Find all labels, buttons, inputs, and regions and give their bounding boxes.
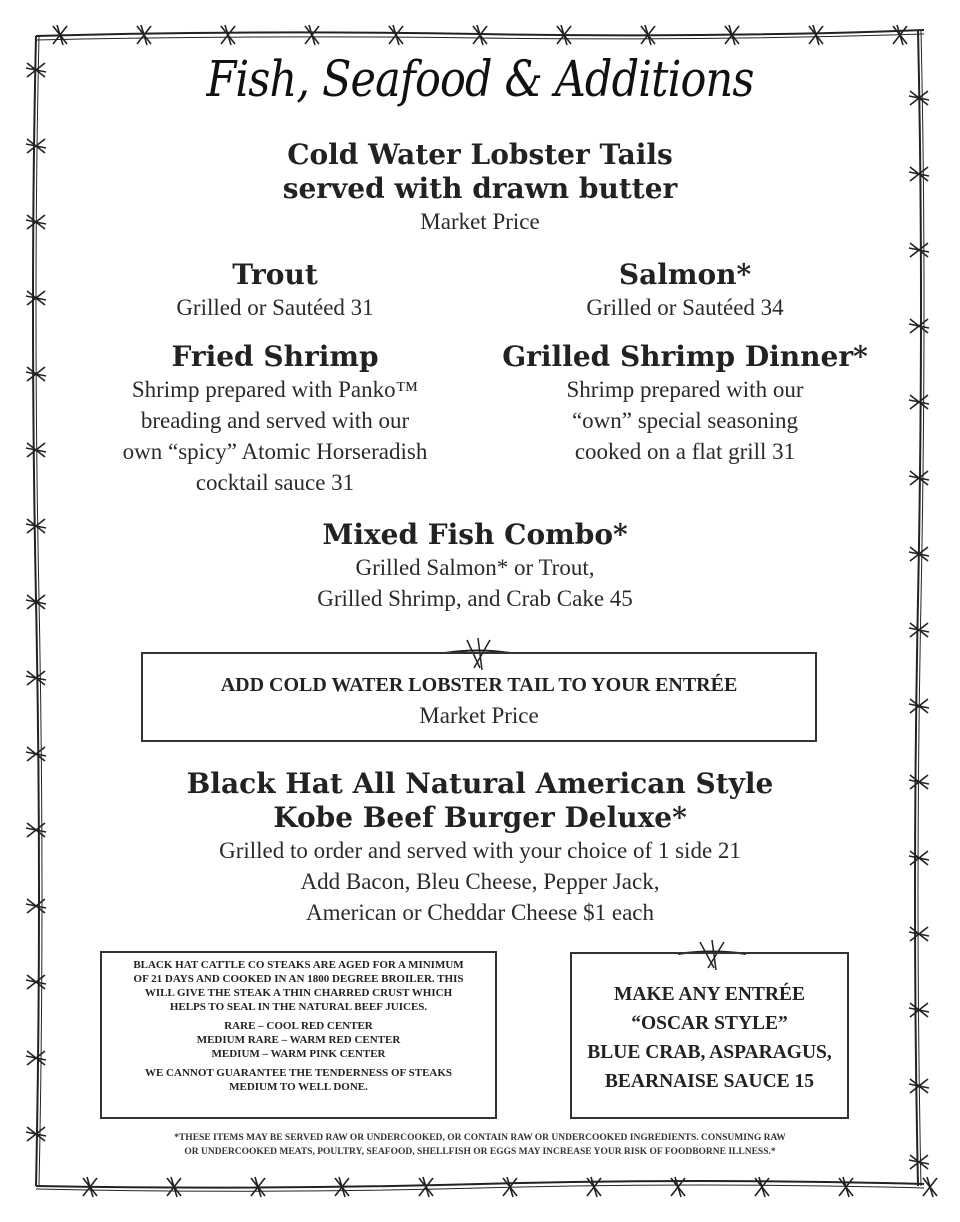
oscar-line-4: BEARNAISE SAUCE 15 — [604, 1071, 815, 1092]
combo-item — [0, 518, 950, 614]
grilled-shrimp-desc-3: cooked on a flat grill 31 — [574, 439, 796, 464]
footnote-line-2: OR UNDERCOOKED MEATS, POULTRY, SEAFOOD, SHELLFISH OR EGGS MAY INCREASE YOUR RISK OF FOODBORNE ILLNESS.* — [184, 1147, 776, 1157]
burger-addons-2: American or Cheddar Cheese $1 each — [305, 900, 655, 925]
oscar-line-2: “OSCAR STYLE” — [631, 1013, 788, 1034]
salmon-name: Salmon* — [618, 258, 752, 291]
wire-barb — [137, 25, 151, 45]
wire-barb — [909, 1003, 929, 1017]
trout-item — [90, 258, 460, 323]
grilled-shrimp-name: Grilled Shrimp Dinner* — [502, 340, 868, 373]
wire-barb — [923, 1177, 937, 1197]
wire-barb — [909, 395, 929, 409]
lobster-section — [0, 138, 960, 237]
salmon-desc: Grilled or Sautéed 34 — [586, 295, 784, 320]
fried-shrimp-desc-2: breading and served with our — [140, 408, 410, 433]
steak-warning-2: MEDIUM TO WELL DONE. — [229, 1081, 368, 1093]
oscar-line-1: MAKE ANY ENTRÉE — [613, 984, 806, 1005]
wire-barb — [809, 25, 823, 45]
page-title: Fish, Seafood & Additions — [206, 50, 754, 108]
lobster-title-line2: served with drawn butter — [282, 172, 678, 205]
steak-doneness-medium: MEDIUM – WARM PINK CENTER — [211, 1048, 386, 1060]
wire-barb — [671, 1177, 685, 1197]
steak-note-intro-4: HELPS TO SEAL IN THE NATURAL BEEF JUICES. — [169, 1001, 428, 1013]
burger-addons-1: Add Bacon, Bleu Cheese, Pepper Jack, — [300, 869, 660, 894]
wire-barb — [839, 1177, 853, 1197]
wire-barb — [221, 25, 235, 45]
combo-name: Mixed Fish Combo* — [322, 518, 628, 551]
fried-shrimp-desc-3: own “spicy” Atomic Horseradish — [122, 439, 428, 464]
burger-title-line2: Kobe Beef Burger Deluxe* — [273, 801, 687, 834]
wire-barb — [909, 623, 929, 637]
salmon-item — [500, 258, 870, 323]
burger-item — [0, 767, 960, 866]
fried-shrimp-desc-4: cocktail sauce 31 — [195, 470, 355, 495]
wire-barb — [587, 1177, 601, 1197]
add-lobster-title: ADD COLD WATER LOBSTER TAIL TO YOUR ENTRÉE — [220, 674, 738, 696]
fried-shrimp-desc-1: Shrimp prepared with Panko™ — [131, 377, 419, 402]
wire-barb — [305, 25, 319, 45]
add-lobster-content — [141, 670, 817, 731]
add-lobster-price: Market Price — [419, 703, 539, 728]
wire-barb — [26, 1051, 46, 1065]
steak-doneness-medium-rare: MEDIUM RARE – WARM RED CENTER — [196, 1034, 401, 1046]
wire-barb — [419, 1177, 433, 1197]
grilled-shrimp-desc-2: “own” special seasoning — [571, 408, 799, 433]
combo-desc-2: Grilled Shrimp, and Crab Cake 45 — [317, 586, 633, 611]
wire-barb — [389, 25, 403, 45]
fried-shrimp-item — [60, 340, 490, 498]
lobster-title-line1: Cold Water Lobster Tails — [287, 138, 673, 171]
combo-desc-1: Grilled Salmon* or Trout, — [355, 555, 595, 580]
steak-note-content — [100, 958, 497, 1094]
wire-barb — [909, 243, 929, 257]
steak-note-intro-1: BLACK HAT CATTLE CO STEAKS ARE AGED FOR A MINIMUM — [133, 959, 464, 971]
wire-barb — [26, 975, 46, 989]
grilled-shrimp-desc-1: Shrimp prepared with our — [566, 377, 804, 402]
trout-desc: Grilled or Sautéed 31 — [176, 295, 374, 320]
wire-barb — [26, 671, 46, 685]
oscar-style-content — [570, 980, 849, 1096]
footnote-line-1: *THESE ITEMS MAY BE SERVED RAW OR UNDERCOOKED, OR CONTAIN RAW OR UNDERCOOKED INGREDIENTS. CONSUMING RAW — [174, 1133, 786, 1143]
footnote — [60, 1131, 900, 1159]
wire-barb — [909, 1155, 929, 1169]
wire-barb — [909, 927, 929, 941]
lobster-price: Market Price — [420, 209, 540, 234]
oscar-line-3: BLUE CRAB, ASPARAGUS, — [587, 1042, 832, 1063]
steak-doneness-rare: RARE – COOL RED CENTER — [224, 1020, 373, 1032]
burger-title-line1: Black Hat All Natural American Style — [186, 767, 774, 800]
steak-warning-1: WE CANNOT GUARANTEE THE TENDERNESS OF STEAKS — [144, 1067, 453, 1079]
steak-note-intro-3: WILL GIVE THE STEAK A THIN CHARRED CRUST WHICH — [144, 987, 453, 999]
wire-barb — [26, 443, 46, 457]
burger-addons — [0, 866, 960, 928]
wire-barb — [755, 1177, 769, 1197]
wire-barb — [26, 747, 46, 761]
fried-shrimp-name: Fried Shrimp — [171, 340, 379, 373]
steak-note-intro-2: OF 21 DAYS AND COOKED IN AN 1800 DEGREE BROILER. THIS — [133, 973, 464, 985]
burger-desc: Grilled to order and served with your choice of 1 side 21 — [219, 838, 741, 863]
trout-name: Trout — [232, 258, 318, 291]
grilled-shrimp-item — [490, 340, 880, 467]
wire-barb — [909, 319, 929, 333]
